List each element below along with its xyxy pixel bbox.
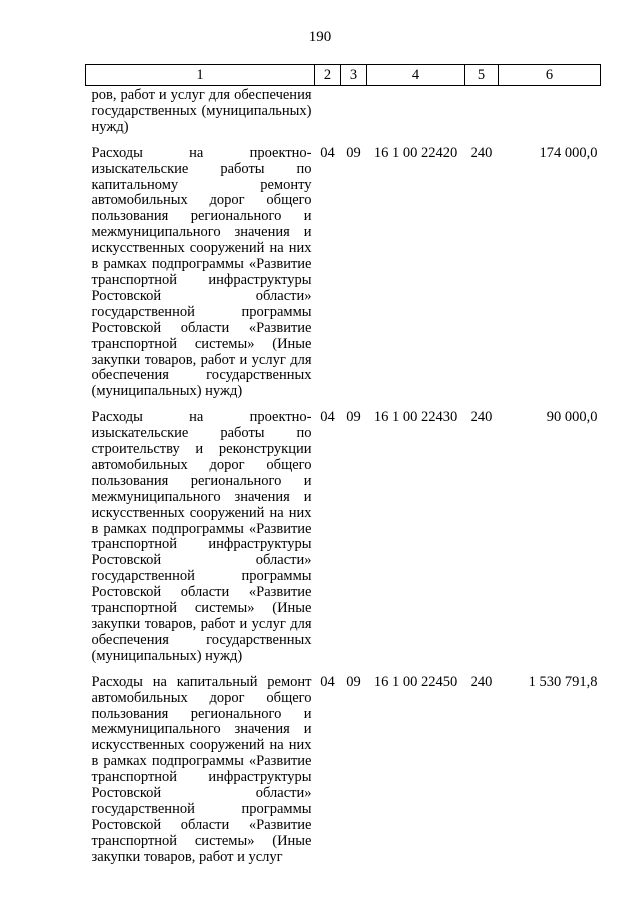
- row-subsection: 09: [346, 144, 361, 161]
- column-header-section: 2: [315, 65, 341, 86]
- row-subsection: 09: [346, 673, 361, 690]
- row-amount: 174 000,0: [539, 144, 598, 161]
- row-subsection: 09: [346, 409, 361, 426]
- column-header-target-article: 4: [367, 65, 465, 86]
- row-target-article: [367, 86, 465, 136]
- row-section: 04: [320, 673, 335, 690]
- column-header-amount: 6: [499, 65, 601, 86]
- column-header-expense-type: 5: [465, 65, 499, 86]
- budget-table: [85, 64, 601, 866]
- row-description: Расходы на капитальный ремонт автомобильных дорог общего пользования регионального и межмуниципального значения и искусственных сооружений на них в рамках подпрограммы «Развитие транспортной инфраструктуры Ростовской области» государственной программы Ростовской области «Развитие транспортной системы» (Иные закупки товаров, работ и услуг: [91, 673, 312, 865]
- table-row: [86, 136, 601, 401]
- row-section: 04: [320, 409, 335, 426]
- row-expense-type: [465, 86, 499, 136]
- row-expense-type: 240: [470, 409, 493, 426]
- row-target-article: 16 1 00 22450: [373, 673, 458, 690]
- row-target-article: 16 1 00 22430: [373, 409, 458, 426]
- row-subsection: [341, 86, 367, 136]
- row-target-article: 16 1 00 22420: [373, 144, 458, 161]
- header-row: [86, 65, 601, 86]
- row-section: 04: [320, 144, 335, 161]
- table-header: [86, 65, 601, 86]
- row-amount: [499, 86, 601, 136]
- column-header-subsection: 3: [341, 65, 367, 86]
- row-description: Расходы на проектно-изыскательские работы по строительству и реконструкции автомобильных дорог общего пользования регионального и межмуниципального значения и искусственных сооружений на них в рамках подпрограммы «Развитие транспортной инфраструктуры Ростовской области» государственной программы Ростовской области «Развитие транспортной системы» (Иные закупки товаров, работ и услуг для обеспечения государственных (муниципальных) нужд): [91, 409, 312, 664]
- row-description: Расходы на проектно-изыскательские работы по капитальному ремонту автомобильных дорог общего пользования регионального и межмуниципального значения и искусственных сооружений на них в рамках подпрограммы «Развитие транспортной инфраструктуры Ростовской области» государственной программы Ростовской области «Развитие транспортной системы» (Иные закупки товаров, работ и услуг для обеспечения государственных (муниципальных) нужд): [91, 144, 312, 400]
- column-header-description: 1: [86, 65, 315, 86]
- row-expense-type: 240: [470, 144, 493, 161]
- table-body: [86, 86, 601, 866]
- table-row: [86, 400, 601, 665]
- row-description: ров, работ и услуг для обеспечения государственных (муниципальных) нужд): [91, 87, 312, 135]
- row-expense-type: 240: [470, 673, 493, 690]
- row-amount: 1 530 791,8: [528, 673, 598, 690]
- row-amount: 90 000,0: [546, 409, 598, 426]
- page-number: 190: [308, 29, 332, 45]
- row-section: [315, 86, 341, 136]
- table-row: [86, 665, 601, 866]
- table-row: [86, 86, 601, 136]
